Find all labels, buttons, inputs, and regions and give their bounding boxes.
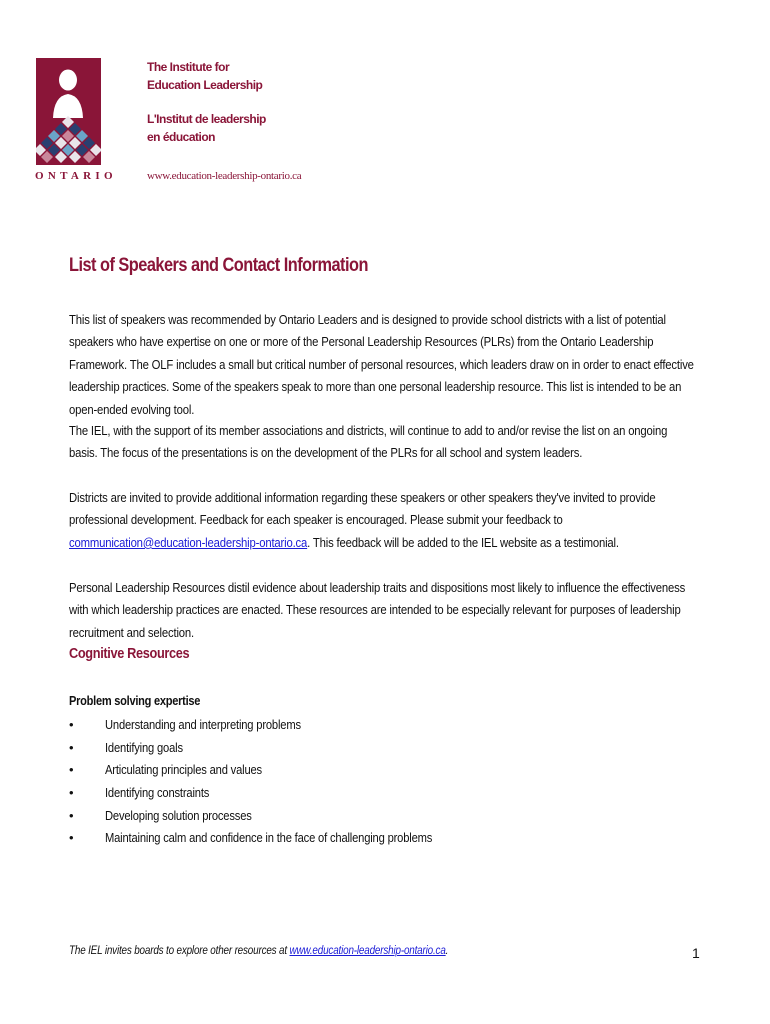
page-footer — [69, 945, 448, 957]
intro-paragraph: This list of speakers was recommended by Ontario Leaders and is designed to provide school districts with a list of potential speakers who have expertise on one or more of the Personal Leadership Resources (PLRs) from the Ontario Leadership Framework. The OLF includes a small but critical number of personal resources, which leaders draw on in order to enact effective leadership practices. Some of the speakers speak to more than one personal leadership resource. This list is intended to be an open-ended evolving tool. — [69, 312, 694, 417]
ontario-wordmark: ONTARIO — [35, 170, 117, 182]
list-item-text: Developing solution processes — [105, 807, 252, 823]
institute-name-line: Education Leadership — [147, 78, 263, 92]
bullet-icon: • — [69, 830, 74, 846]
bullet-icon: • — [69, 807, 74, 823]
list-item-text: Understanding and interpreting problems — [105, 717, 301, 732]
subheading: Problem solving expertise — [69, 693, 201, 708]
institute-name-line: L'Institut de leadership — [147, 112, 266, 126]
institute-name-line: The Institute for — [147, 60, 230, 74]
institute-name-french — [147, 110, 266, 146]
footer-suffix: . — [445, 945, 449, 957]
bullet-icon: • — [69, 717, 74, 732]
footer-website-link[interactable]: www.education-leadership-ontario.ca — [289, 945, 446, 957]
bullet-icon: • — [69, 739, 74, 755]
feedback-paragraph — [69, 487, 695, 554]
list-item-text: Identifying goals — [105, 739, 183, 755]
logo-figure-icon — [36, 58, 101, 165]
page-number: 1 — [692, 945, 700, 961]
list-item-text: Articulating principles and values — [105, 762, 262, 778]
list-item-text: Maintaining calm and confidence in the face of challenging problems — [105, 830, 433, 846]
section-heading: Cognitive Resources — [69, 646, 190, 662]
institute-name-line: en éducation — [147, 130, 216, 144]
bullet-icon: • — [69, 785, 74, 801]
institute-name-english — [147, 58, 262, 94]
list-item-text: Identifying constraints — [105, 785, 210, 801]
iel-support-paragraph: The IEL, with the support of its member associations and districts, will continue to add to and/or revise the list on an ongoing basis. The focus of the presentations is on the development of the PLRs for all school and system leaders. — [69, 423, 668, 461]
plr-paragraph: Personal Leadership Resources distil evidence about leadership traits and dispositions most likely to influence the effectiveness with which leadership practices are enacted. These resources are intended to be especially relevant for purposes of leadership recruitment and selection. — [69, 580, 686, 640]
iel-logo — [36, 58, 101, 165]
header-website-link[interactable]: www.education-leadership-ontario.ca — [147, 170, 302, 182]
feedback-email-link[interactable]: communication@education-leadership-ontario.ca — [69, 534, 308, 550]
document-title: List of Speakers and Contact Information — [69, 255, 368, 276]
bullet-icon: • — [69, 762, 74, 778]
footer-text: The IEL invites boards to explore other resources at — [69, 945, 290, 957]
feedback-text-end: . This feedback will be added to the IEL website as a testimonial. — [307, 534, 619, 550]
feedback-text: Districts are invited to provide additional information regarding these speakers or other speakers they've invited to provide professional development. Feedback for each speaker is encouraged. Please submit your feedback to — [69, 490, 656, 528]
